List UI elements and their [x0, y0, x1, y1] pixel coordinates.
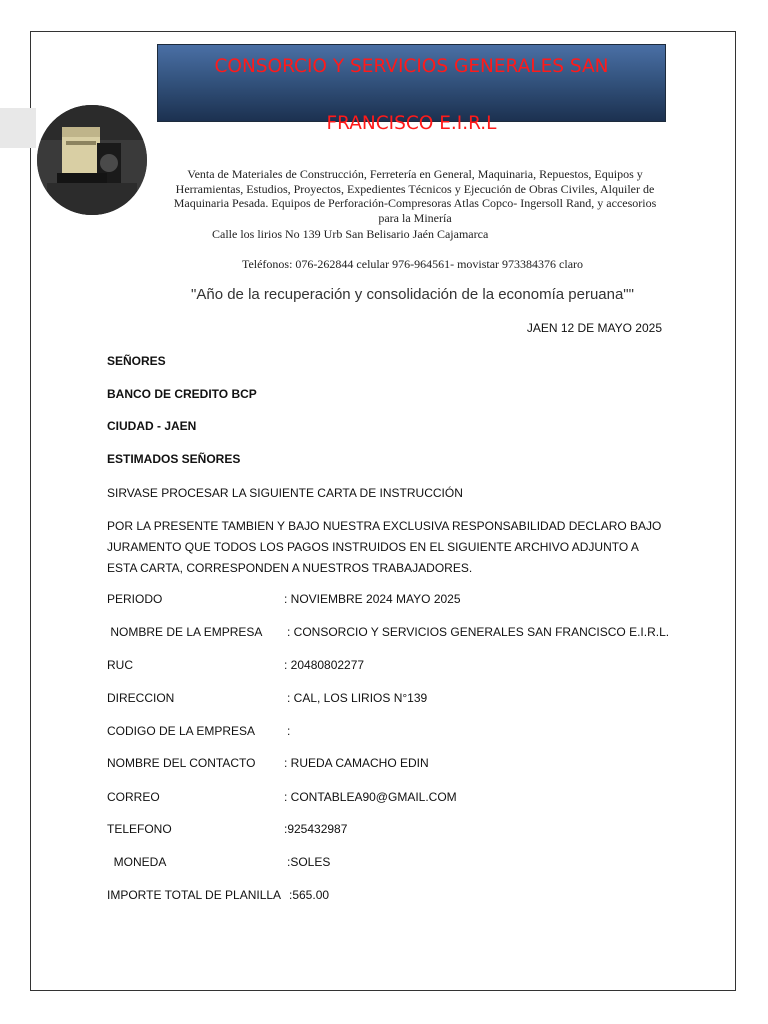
business-description: Venta de Materiales de Construcción, Ferretería en General, Maquinaria, Repuestos, Equipos y Herramientas, Estudios, Proyectos, Expedientes Técnicos y Ejecución de Obras Civiles, Alquiler de Maquinaria Pesada. Equipos de Perforación-Compresoras Atlas Copco- Ingersoll Rand, y accesorios para la Minería [173, 167, 657, 225]
company-phones: Teléfonos: 076-262844 celular 976-964561- movistar 973384376 claro [241, 257, 584, 271]
request-line: SIRVASE PROCESAR LA SIGUIENTE CARTA DE INSTRUCCIÓN [107, 486, 463, 500]
field-value-codigo: : [287, 724, 291, 738]
machine-photo-icon [37, 105, 147, 215]
declaration-paragraph: POR LA PRESENTE TAMBIEN Y BAJO NUESTRA EXCLUSIVA RESPONSABILIDAD DECLARO BAJO JURAMENTO QUE TODOS LOS PAGOS INSTRUIDOS EN EL SIGUIENTE ARCHIVO ADJUNTO A ESTA CARTA, CORRESPONDEN A NUESTROS TRABAJADORES. [107, 519, 662, 575]
field-label-contacto: NOMBRE DEL CONTACTO [107, 756, 256, 770]
company-logo [37, 105, 147, 215]
side-shade [0, 108, 36, 148]
field-label-empresa: NOMBRE DE LA EMPRESA [107, 625, 263, 639]
greeting: ESTIMADOS SEÑORES [107, 452, 241, 466]
bank-name: BANCO DE CREDITO BCP [107, 387, 257, 401]
field-label-telefono: TELEFONO [107, 822, 172, 836]
year-motto: "Año de la recuperación y consolidación de la economía peruana"" [191, 286, 634, 303]
field-value-ruc: : 20480802277 [284, 658, 365, 672]
field-label-periodo: PERIODO [107, 592, 163, 606]
field-label-codigo: CODIGO DE LA EMPRESA [107, 724, 256, 738]
company-address: Calle los lirios No 139 Urb San Belisario Jaén Cajamarca [212, 227, 489, 241]
field-value-moneda: :SOLES [287, 855, 331, 869]
field-value-telefono: :925432987 [284, 822, 348, 836]
field-label-moneda: MONEDA [107, 855, 167, 869]
field-label-ruc: RUC [107, 658, 133, 672]
field-value-direccion: : CAL, LOS LIRIOS N°139 [287, 691, 428, 705]
field-value-empresa: : CONSORCIO Y SERVICIOS GENERALES SAN FRANCISCO E.I.R.L. [287, 625, 670, 639]
company-name-line1: CONSORCIO Y SERVICIOS GENERALES SAN [214, 56, 609, 77]
field-value-importe: :565.00 [289, 888, 330, 902]
field-label-direccion: DIRECCION [107, 691, 175, 705]
salutation: SEÑORES [107, 354, 166, 368]
company-name-line2: FRANCISCO E.I.R.L [326, 113, 497, 134]
letter-date: JAEN 12 DE MAYO 2025 [526, 321, 662, 335]
field-label-correo: CORREO [107, 790, 160, 804]
city-line: CIUDAD - JAEN [107, 419, 197, 433]
field-label-importe: IMPORTE TOTAL DE PLANILLA [107, 888, 282, 902]
field-value-periodo: : NOVIEMBRE 2024 MAYO 2025 [284, 592, 461, 606]
field-value-correo: : CONTABLEA90@GMAIL.COM [284, 790, 457, 804]
field-value-contacto: : RUEDA CAMACHO EDIN [284, 756, 429, 770]
